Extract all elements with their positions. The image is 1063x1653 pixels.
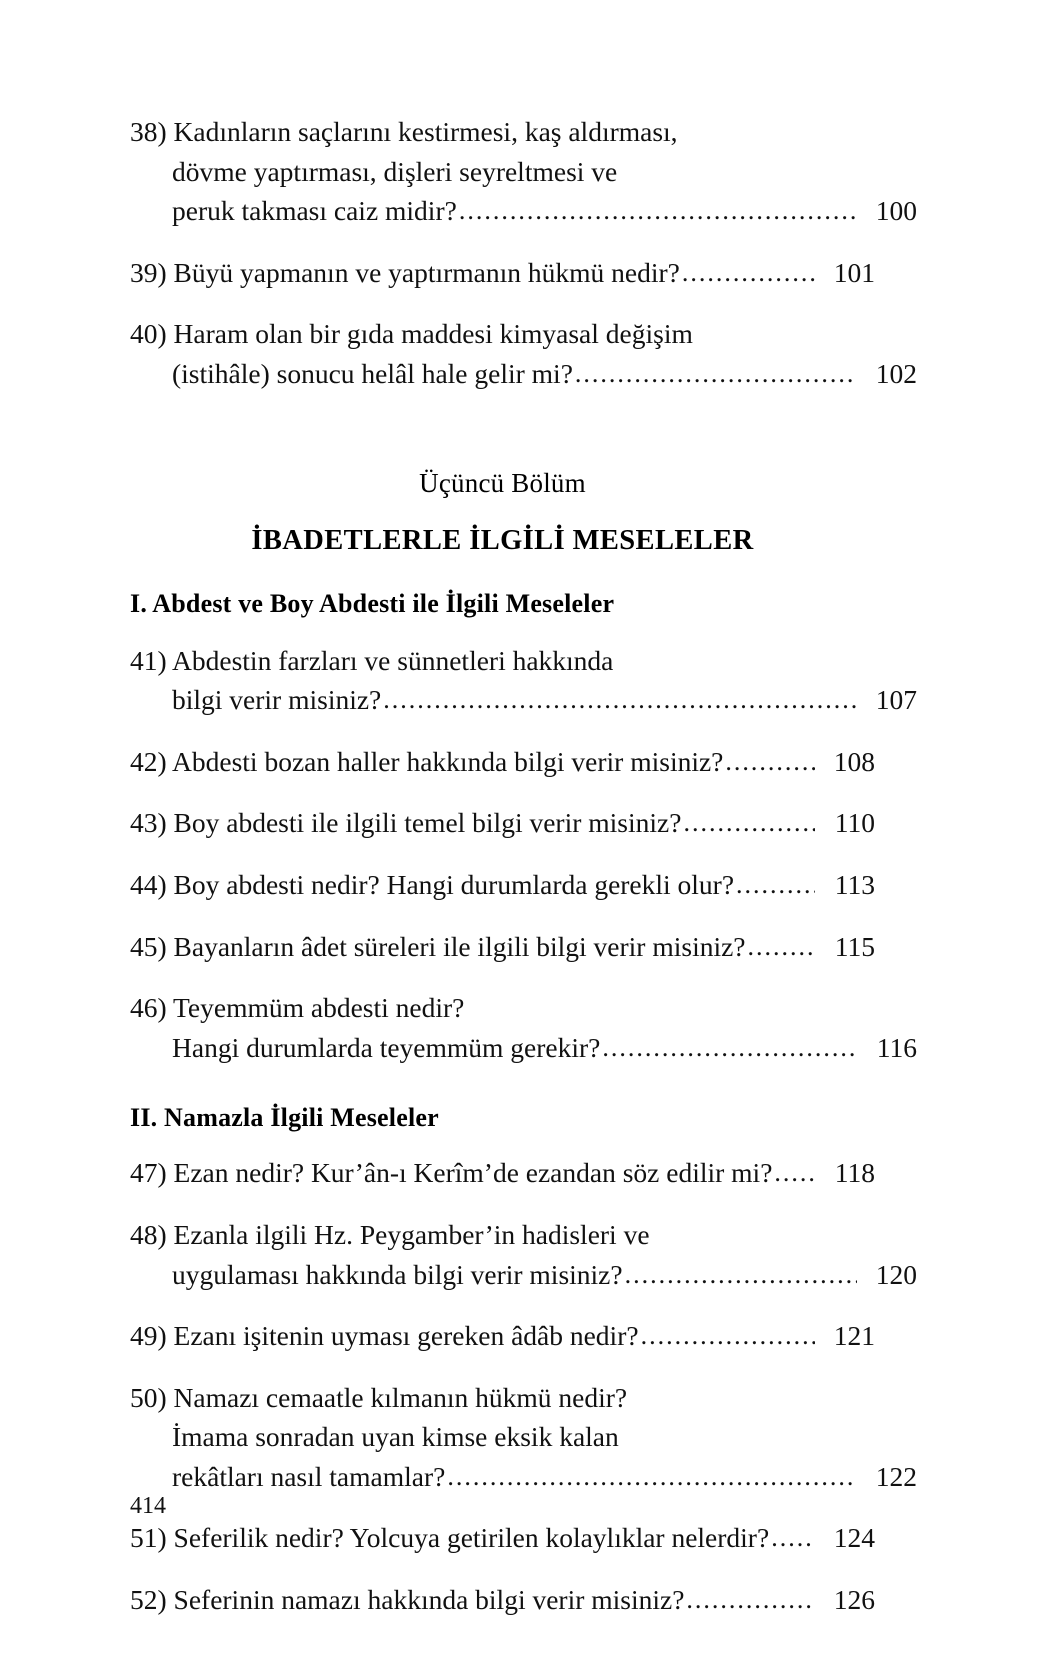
- toc-entry-label: 41) Abdestin farzları ve sünnetleri hakkında: [130, 644, 614, 676]
- chapter-title: İBADETLERLE İLGİLİ MESELELER: [251, 524, 754, 556]
- toc-entry-first-line: [130, 112, 875, 152]
- dot-leader: [686, 1581, 815, 1618]
- toc-entry-page-number: 115: [834, 930, 875, 962]
- toc-entry-wrap-line: [130, 680, 917, 720]
- dot-leader: [383, 681, 857, 718]
- toc-entry-page-number: 113: [834, 868, 875, 900]
- toc-entry-page-number: 120: [875, 1258, 917, 1290]
- dot-leader: [774, 1154, 815, 1191]
- toc-entry[interactable]: [130, 1215, 917, 1294]
- toc-entry-text: Hangi durumlarda teyemmüm gerekir?: [172, 1031, 601, 1063]
- toc-entry[interactable]: [130, 742, 875, 782]
- toc-entry[interactable]: [130, 927, 875, 967]
- toc-entry-page-number: 122: [875, 1460, 917, 1492]
- page-number-footer: 414: [130, 1493, 166, 1519]
- toc-entry[interactable]: [130, 1378, 917, 1497]
- toc-entry-label: 51) Seferilik nedir? Yolcuya getirilen kolaylıklar nelerdir?: [130, 1522, 770, 1554]
- toc-entry-wrap-line: [130, 1255, 917, 1295]
- toc-entry-page-number: 102: [875, 357, 917, 389]
- dot-leader: [683, 804, 815, 841]
- toc-entry[interactable]: [130, 1518, 875, 1558]
- toc-entry-text: rekâtları nasıl tamamlar?: [172, 1460, 446, 1492]
- toc-content: [130, 112, 917, 1642]
- toc-entry-first-line: [130, 1580, 875, 1620]
- toc-entry-page-number: 108: [833, 745, 875, 777]
- toc-entry-label: 43) Boy abdesti ile ilgili temel bilgi verir misiniz?: [130, 807, 682, 839]
- toc-entry-page-number: 118: [834, 1157, 875, 1189]
- toc-entry-first-line: [130, 927, 875, 967]
- dot-leader: [602, 1029, 857, 1066]
- toc-entry-first-line: [130, 1215, 875, 1255]
- toc-entry-page-number: 121: [833, 1320, 875, 1352]
- toc-entry-text: dövme yaptırması, dişleri seyreltmesi ve: [172, 155, 618, 187]
- toc-entry-label: 38) Kadınların saçlarını kestirmesi, kaş aldırması,: [130, 116, 678, 147]
- toc-entry-label: 46) Teyemmüm abdesti nedir?: [130, 992, 465, 1024]
- toc-entry-wrap-line: [130, 354, 917, 394]
- toc-entry-page-number: 110: [834, 807, 875, 839]
- toc-entry-text: İmama sonradan uyan kimse eksik kalan: [172, 1421, 619, 1453]
- toc-entry-wrap-line: [130, 1417, 917, 1457]
- toc-entry-first-line: [130, 865, 875, 905]
- toc-entry-wrap-line: [130, 1028, 917, 1068]
- toc-entry-first-line: [130, 641, 875, 681]
- dot-leader: [736, 866, 815, 903]
- toc-entry[interactable]: [130, 865, 875, 905]
- toc-list-section-two: [130, 1153, 917, 1619]
- toc-entry[interactable]: [130, 112, 917, 231]
- toc-entry-first-line: [130, 742, 875, 782]
- toc-entry-first-line: [130, 253, 875, 293]
- toc-entry[interactable]: [130, 988, 917, 1067]
- dot-leader: [682, 254, 815, 291]
- dot-leader: [625, 1256, 857, 1293]
- toc-list-part-one: [130, 112, 917, 394]
- toc-entry[interactable]: [130, 803, 875, 843]
- toc-entry-label: 47) Ezan nedir? Kur’ân-ı Kerîm’de ezandan söz edilir mi?: [130, 1157, 773, 1189]
- toc-entry[interactable]: [130, 1316, 875, 1356]
- dot-leader: [575, 355, 857, 392]
- toc-entry[interactable]: [130, 314, 917, 393]
- toc-entry-wrap-line: [130, 152, 917, 192]
- section-title-two: II. Namazla İlgili Meseleler: [130, 1103, 439, 1133]
- toc-entry-first-line: [130, 803, 875, 843]
- toc-entry[interactable]: [130, 1153, 875, 1193]
- toc-entry-page-number: 107: [875, 684, 917, 716]
- toc-entry-first-line: [130, 314, 875, 354]
- toc-list-section-one: [130, 641, 917, 1068]
- toc-entry-first-line: [130, 1316, 875, 1356]
- chapter-label: Üçüncü Bölüm: [419, 467, 586, 498]
- dot-leader: [771, 1519, 815, 1556]
- toc-entry-page-number: 100: [875, 195, 917, 227]
- dot-leader: [725, 743, 815, 780]
- toc-entry[interactable]: [130, 641, 917, 720]
- toc-entry[interactable]: [130, 1580, 875, 1620]
- dot-leader: [748, 928, 815, 965]
- toc-entry-page-number: 124: [833, 1522, 875, 1554]
- toc-entry-label: 40) Haram olan bir gıda maddesi kimyasal değişim: [130, 318, 693, 350]
- dot-leader: [641, 1317, 815, 1354]
- toc-entry-label: 48) Ezanla ilgili Hz. Peygamber’in hadisleri ve: [130, 1218, 650, 1250]
- toc-entry-label: 50) Namazı cemaatle kılmanın hükmü nedir?: [130, 1381, 628, 1413]
- toc-entry-label: 49) Ezanı işitenin uyması gereken âdâb nedir?: [130, 1320, 639, 1352]
- toc-entry-text: peruk takması caiz midir?: [172, 195, 457, 227]
- toc-entry-label: 42) Abdesti bozan haller hakkında bilgi verir misiniz?: [130, 745, 724, 777]
- dot-leader: [447, 1458, 857, 1495]
- toc-entry-label: 44) Boy abdesti nedir? Hangi durumlarda gerekli olur?: [130, 868, 735, 900]
- toc-entry-page-number: 116: [876, 1031, 917, 1063]
- toc-entry-first-line: [130, 1153, 875, 1193]
- toc-entry-text: uygulaması hakkında bilgi verir misiniz?: [172, 1258, 623, 1290]
- toc-entry-page-number: 126: [833, 1584, 875, 1616]
- toc-entry-first-line: [130, 1518, 875, 1558]
- toc-entry-label: 45) Bayanların âdet süreleri ile ilgili bilgi verir misiniz?: [130, 930, 746, 962]
- dot-leader: [459, 192, 857, 229]
- toc-entry-text: bilgi verir misiniz?: [172, 684, 382, 716]
- toc-entry-text: (istihâle) sonucu helâl hale gelir mi?: [172, 357, 573, 389]
- toc-entry-label: 39) Büyü yapmanın ve yaptırmanın hükmü nedir?: [130, 256, 680, 288]
- section-title-one: I. Abdest ve Boy Abdesti ile İlgili Meseleler: [130, 588, 615, 618]
- toc-entry-label: 52) Seferinin namazı hakkında bilgi verir misiniz?: [130, 1584, 685, 1616]
- toc-entry-first-line: [130, 1378, 875, 1418]
- toc-entry-page-number: 101: [833, 256, 875, 288]
- toc-entry-first-line: [130, 988, 875, 1028]
- toc-entry-wrap-line: [130, 191, 917, 231]
- toc-entry-wrap-line: [130, 1457, 917, 1497]
- toc-entry[interactable]: [130, 253, 875, 293]
